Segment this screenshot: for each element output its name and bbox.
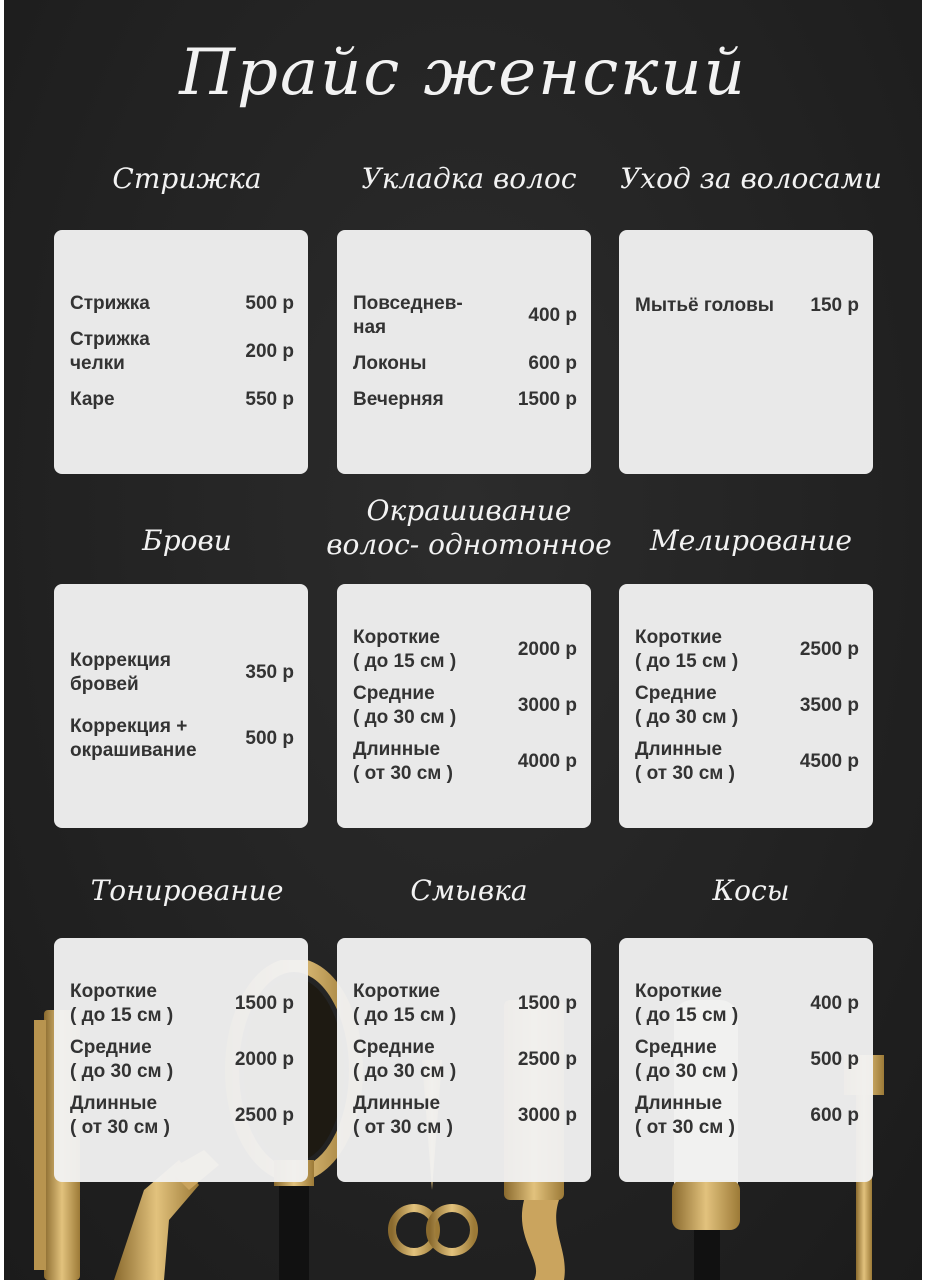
list-item — [353, 388, 577, 412]
list-item — [353, 352, 577, 376]
item-price: 3500 р — [799, 695, 859, 716]
item-price: 600 р — [810, 1105, 859, 1126]
section-title-braids: Косы — [712, 874, 790, 907]
list-item — [353, 682, 577, 730]
list-item — [70, 715, 294, 763]
item-price: 400 р — [528, 305, 577, 326]
item-name: Короткие ( до 15 см ) — [635, 627, 739, 672]
item-price: 4500 р — [799, 751, 859, 772]
item-price: 4000 р — [517, 751, 577, 772]
list-item — [353, 1092, 577, 1140]
item-name: Длинные ( от 30 см ) — [353, 1093, 453, 1138]
card-braids — [619, 938, 873, 1182]
item-name: Средние ( до 30 см ) — [353, 1037, 457, 1082]
item-name: Средние ( до 30 см ) — [70, 1037, 174, 1082]
card-hair-care — [619, 230, 873, 474]
list-item — [635, 980, 859, 1028]
item-name: Короткие ( до 15 см ) — [70, 981, 174, 1026]
item-name: Средние ( до 30 см ) — [635, 1037, 739, 1082]
list-item — [70, 328, 294, 376]
section-title-highlighting: Мелирование — [650, 524, 852, 557]
item-price: 500 р — [810, 1049, 859, 1070]
list-item — [70, 388, 294, 412]
item-name: Мытьё головы — [635, 295, 775, 316]
list-item — [635, 1092, 859, 1140]
item-price: 2000 р — [234, 1049, 294, 1070]
item-name: Стрижка — [70, 293, 150, 314]
item-price: 3000 р — [517, 1105, 577, 1126]
item-price: 500 р — [245, 728, 294, 749]
page-title: Прайс женский — [179, 36, 747, 110]
list-item — [635, 294, 859, 318]
list-item — [635, 738, 859, 786]
list-item — [70, 1092, 294, 1140]
list-item — [353, 292, 577, 340]
item-price: 2000 р — [517, 639, 577, 660]
item-name: Локоны — [353, 353, 427, 374]
item-name: Короткие ( до 15 см ) — [635, 981, 739, 1026]
item-price: 200 р — [245, 341, 294, 362]
list-item — [70, 1036, 294, 1084]
section-title-haircut: Стрижка — [112, 162, 262, 195]
item-price: 3000 р — [517, 695, 577, 716]
item-name: Вечерняя — [353, 389, 444, 410]
list-item — [635, 626, 859, 674]
item-name: Короткие ( до 15 см ) — [353, 627, 457, 672]
list-item — [635, 1036, 859, 1084]
item-name: Коррекция бровей — [70, 650, 171, 695]
list-item — [353, 980, 577, 1028]
item-price: 350 р — [245, 662, 294, 683]
item-name: Длинные ( от 30 см ) — [353, 739, 453, 784]
list-item — [353, 626, 577, 674]
section-title-toning: Тонирование — [90, 874, 284, 907]
price-list-poster — [4, 0, 922, 1280]
item-price: 600 р — [528, 353, 577, 374]
card-highlighting — [619, 584, 873, 828]
item-price: 500 р — [245, 293, 294, 314]
item-name: Коррекция + окрашивание — [70, 716, 197, 761]
section-title-color-removal: Смывка — [410, 874, 528, 907]
item-name: Длинные ( от 30 см ) — [70, 1093, 170, 1138]
item-price: 550 р — [245, 389, 294, 410]
card-haircut — [54, 230, 308, 474]
item-name: Стрижка челки — [70, 329, 150, 374]
item-name: Длинные ( от 30 см ) — [635, 739, 735, 784]
list-item — [70, 980, 294, 1028]
card-styling — [337, 230, 591, 474]
card-brows — [54, 584, 308, 828]
section-title-hair-care: Уход за волосами — [620, 162, 882, 195]
item-price: 1500 р — [517, 993, 577, 1014]
section-title-coloring: Окрашивание волос- однотонное — [326, 494, 612, 561]
list-item — [70, 649, 294, 697]
item-name: Средние ( до 30 см ) — [353, 683, 457, 728]
item-price: 400 р — [810, 993, 859, 1014]
item-name: Повседнев- ная — [353, 293, 463, 338]
item-price: 150 р — [810, 295, 859, 316]
list-item — [70, 292, 294, 316]
section-title-styling: Укладка волос — [361, 162, 577, 195]
item-price: 1500 р — [517, 389, 577, 410]
item-name: Короткие ( до 15 см ) — [353, 981, 457, 1026]
card-coloring — [337, 584, 591, 828]
item-name: Средние ( до 30 см ) — [635, 683, 739, 728]
item-price: 2500 р — [799, 639, 859, 660]
list-item — [635, 682, 859, 730]
item-name: Каре — [70, 389, 115, 410]
item-name: Длинные ( от 30 см ) — [635, 1093, 735, 1138]
item-price: 2500 р — [517, 1049, 577, 1070]
card-color-removal — [337, 938, 591, 1182]
list-item — [353, 1036, 577, 1084]
item-price: 1500 р — [234, 993, 294, 1014]
item-price: 2500 р — [234, 1105, 294, 1126]
card-toning — [54, 938, 308, 1182]
section-title-brows: Брови — [142, 524, 232, 557]
list-item — [353, 738, 577, 786]
